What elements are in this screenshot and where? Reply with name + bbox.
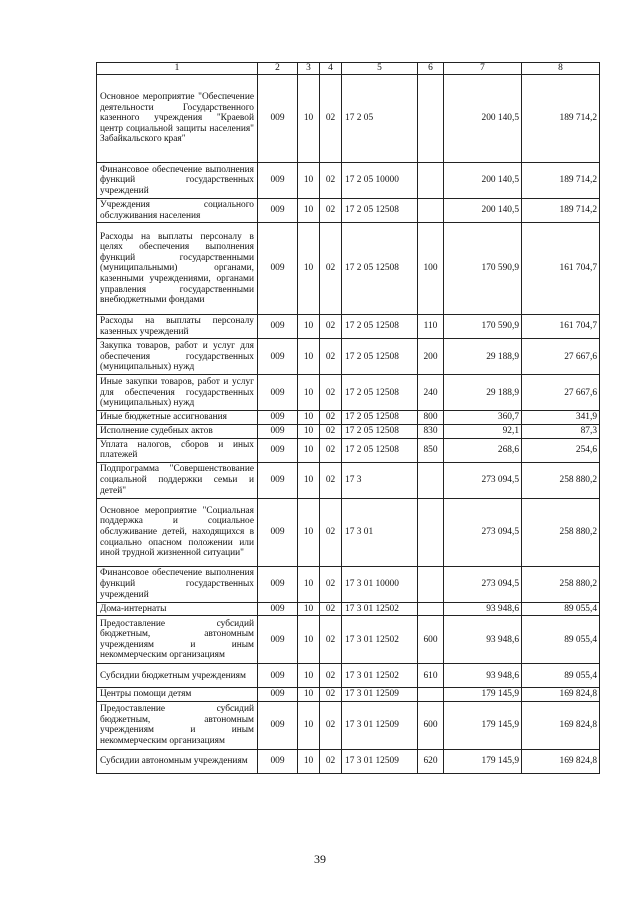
target-article-code: 17 2 05 12508 [342, 438, 418, 462]
ministry-code: 009 [258, 163, 298, 199]
expense-type-code [418, 566, 444, 602]
table-row [97, 616, 600, 664]
table-row [97, 688, 600, 702]
expense-type-code [418, 688, 444, 702]
ministry-code: 009 [258, 566, 298, 602]
ministry-code: 009 [258, 424, 298, 438]
budget-table [96, 62, 600, 774]
expense-type-code [418, 498, 444, 566]
amount-year-2: 341,9 [522, 411, 600, 425]
target-article-code: 17 3 01 12502 [342, 616, 418, 664]
row-name: Субсидии бюджетным учреждениям [97, 664, 258, 688]
ministry-code: 009 [258, 438, 298, 462]
expense-type-code: 610 [418, 664, 444, 688]
subsection-code: 02 [320, 688, 342, 702]
subsection-code: 02 [320, 701, 342, 749]
section-code: 10 [298, 701, 320, 749]
subsection-code: 02 [320, 75, 342, 163]
target-article-code: 17 2 05 [342, 75, 418, 163]
section-code: 10 [298, 664, 320, 688]
amount-year-1: 273 094,5 [444, 462, 522, 498]
subsection-code: 02 [320, 424, 342, 438]
section-code: 10 [298, 462, 320, 498]
subsection-code: 02 [320, 462, 342, 498]
subsection-code: 02 [320, 498, 342, 566]
expense-type-code: 600 [418, 701, 444, 749]
target-article-code: 17 2 05 12508 [342, 199, 418, 223]
expense-type-code: 100 [418, 223, 444, 315]
table-row [97, 411, 600, 425]
ministry-code: 009 [258, 75, 298, 163]
expense-type-code [418, 75, 444, 163]
amount-year-2: 161 704,7 [522, 315, 600, 339]
ministry-code: 009 [258, 199, 298, 223]
amount-year-2: 169 824,8 [522, 688, 600, 702]
header-row [97, 63, 600, 75]
table-row [97, 199, 600, 223]
table-row [97, 375, 600, 411]
row-name: Расходы на выплаты персоналу в целях обеспечения выполнения функций государственными (муниципальными) органами, казенными учреждениями, органами управления государственными внебюджетными фондами [97, 223, 258, 315]
header-cell: 4 [320, 63, 342, 75]
target-article-code: 17 2 05 12508 [342, 339, 418, 375]
ministry-code: 009 [258, 375, 298, 411]
table-row [97, 339, 600, 375]
expense-type-code: 800 [418, 411, 444, 425]
row-name: Учреждения социального обслуживания населения [97, 199, 258, 223]
amount-year-1: 200 140,5 [444, 75, 522, 163]
table-row [97, 566, 600, 602]
subsection-code: 02 [320, 339, 342, 375]
amount-year-1: 179 145,9 [444, 688, 522, 702]
table-row [97, 163, 600, 199]
subsection-code: 02 [320, 411, 342, 425]
ministry-code: 009 [258, 664, 298, 688]
page-number: 39 [314, 852, 326, 866]
amount-year-1: 29 188,9 [444, 375, 522, 411]
ministry-code: 009 [258, 602, 298, 616]
amount-year-2: 189 714,2 [522, 199, 600, 223]
header-cell: 8 [522, 63, 600, 75]
header-cell: 1 [97, 63, 258, 75]
amount-year-1: 200 140,5 [444, 163, 522, 199]
expense-type-code: 850 [418, 438, 444, 462]
expense-type-code: 200 [418, 339, 444, 375]
table-row [97, 424, 600, 438]
amount-year-2: 258 880,2 [522, 462, 600, 498]
amount-year-2: 27 667,6 [522, 375, 600, 411]
target-article-code: 17 2 05 10000 [342, 163, 418, 199]
amount-year-2: 189 714,2 [522, 75, 600, 163]
amount-year-2: 89 055,4 [522, 602, 600, 616]
table-row [97, 315, 600, 339]
header-cell: 3 [298, 63, 320, 75]
amount-year-2: 161 704,7 [522, 223, 600, 315]
subsection-code: 02 [320, 375, 342, 411]
amount-year-2: 89 055,4 [522, 616, 600, 664]
subsection-code: 02 [320, 664, 342, 688]
section-code: 10 [298, 424, 320, 438]
header-cell: 2 [258, 63, 298, 75]
section-code: 10 [298, 199, 320, 223]
amount-year-1: 273 094,5 [444, 498, 522, 566]
ministry-code: 009 [258, 462, 298, 498]
row-name: Предоставление субсидий бюджетным, автономным учреждениям и иным некоммерческим организациям [97, 701, 258, 749]
target-article-code: 17 3 01 10000 [342, 566, 418, 602]
target-article-code: 17 3 01 12502 [342, 602, 418, 616]
table-row [97, 462, 600, 498]
expense-type-code: 600 [418, 616, 444, 664]
amount-year-2: 27 667,6 [522, 339, 600, 375]
subsection-code: 02 [320, 315, 342, 339]
section-code: 10 [298, 223, 320, 315]
row-name: Основное мероприятие "Обеспечение деятельности Государственного казенного учреждения "Краевой центр социальной защиты населения" Забайкальского края" [97, 75, 258, 163]
row-name: Исполнение судебных актов [97, 424, 258, 438]
row-name: Закупка товаров, работ и услуг для обеспечения государственных (муниципальных) нужд [97, 339, 258, 375]
row-name: Финансовое обеспечение выполнения функций государственных учреждений [97, 566, 258, 602]
section-code: 10 [298, 411, 320, 425]
target-article-code: 17 2 05 12508 [342, 424, 418, 438]
target-article-code: 17 2 05 12508 [342, 223, 418, 315]
section-code: 10 [298, 375, 320, 411]
target-article-code: 17 3 01 [342, 498, 418, 566]
amount-year-2: 169 824,8 [522, 701, 600, 749]
amount-year-2: 254,6 [522, 438, 600, 462]
section-code: 10 [298, 163, 320, 199]
subsection-code: 02 [320, 223, 342, 315]
row-name: Расходы на выплаты персоналу казенных учреждений [97, 315, 258, 339]
amount-year-1: 170 590,9 [444, 223, 522, 315]
subsection-code: 02 [320, 602, 342, 616]
target-article-code: 17 2 05 12508 [342, 315, 418, 339]
row-name: Субсидии автономным учреждениям [97, 749, 258, 773]
table-row [97, 498, 600, 566]
row-name: Иные бюджетные ассигнования [97, 411, 258, 425]
row-name: Уплата налогов, сборов и иных платежей [97, 438, 258, 462]
table-row [97, 701, 600, 749]
amount-year-1: 179 145,9 [444, 701, 522, 749]
amount-year-1: 93 948,6 [444, 602, 522, 616]
ministry-code: 009 [258, 339, 298, 375]
section-code: 10 [298, 602, 320, 616]
target-article-code: 17 2 05 12508 [342, 375, 418, 411]
amount-year-2: 169 824,8 [522, 749, 600, 773]
section-code: 10 [298, 616, 320, 664]
ministry-code: 009 [258, 411, 298, 425]
amount-year-1: 92,1 [444, 424, 522, 438]
row-name: Основное мероприятие "Социальная поддержка и социальное обслуживание детей, находящихся в социально опасном положении или иной трудной жизненной ситуации" [97, 498, 258, 566]
amount-year-1: 360,7 [444, 411, 522, 425]
target-article-code: 17 3 01 12509 [342, 749, 418, 773]
row-name: Дома-интернаты [97, 602, 258, 616]
expense-type-code [418, 602, 444, 616]
subsection-code: 02 [320, 566, 342, 602]
ministry-code: 009 [258, 498, 298, 566]
amount-year-1: 93 948,6 [444, 664, 522, 688]
target-article-code: 17 3 01 12502 [342, 664, 418, 688]
ministry-code: 009 [258, 616, 298, 664]
table-row [97, 438, 600, 462]
subsection-code: 02 [320, 616, 342, 664]
section-code: 10 [298, 498, 320, 566]
amount-year-2: 258 880,2 [522, 498, 600, 566]
subsection-code: 02 [320, 749, 342, 773]
table-row [97, 749, 600, 773]
amount-year-2: 258 880,2 [522, 566, 600, 602]
target-article-code: 17 2 05 12508 [342, 411, 418, 425]
amount-year-1: 273 094,5 [444, 566, 522, 602]
section-code: 10 [298, 438, 320, 462]
section-code: 10 [298, 566, 320, 602]
budget-table-sheet [96, 62, 599, 774]
amount-year-1: 29 188,9 [444, 339, 522, 375]
section-code: 10 [298, 75, 320, 163]
table-row [97, 75, 600, 163]
table-row [97, 664, 600, 688]
row-name: Иные закупки товаров, работ и услуг для обеспечения государственных (муниципальных) нужд [97, 375, 258, 411]
table-row [97, 602, 600, 616]
ministry-code: 009 [258, 701, 298, 749]
target-article-code: 17 3 01 12509 [342, 688, 418, 702]
expense-type-code: 110 [418, 315, 444, 339]
subsection-code: 02 [320, 163, 342, 199]
expense-type-code [418, 163, 444, 199]
amount-year-1: 93 948,6 [444, 616, 522, 664]
target-article-code: 17 3 [342, 462, 418, 498]
subsection-code: 02 [320, 438, 342, 462]
table-row [97, 223, 600, 315]
expense-type-code: 240 [418, 375, 444, 411]
ministry-code: 009 [258, 688, 298, 702]
section-code: 10 [298, 315, 320, 339]
table-body [97, 63, 600, 774]
amount-year-1: 200 140,5 [444, 199, 522, 223]
expense-type-code [418, 199, 444, 223]
header-cell: 6 [418, 63, 444, 75]
section-code: 10 [298, 339, 320, 375]
ministry-code: 009 [258, 749, 298, 773]
header-cell: 7 [444, 63, 522, 75]
amount-year-2: 87,3 [522, 424, 600, 438]
row-name: Предоставление субсидий бюджетным, автономным учреждениям и иным некоммерческим организациям [97, 616, 258, 664]
expense-type-code [418, 462, 444, 498]
amount-year-1: 170 590,9 [444, 315, 522, 339]
expense-type-code: 620 [418, 749, 444, 773]
subsection-code: 02 [320, 199, 342, 223]
row-name: Центры помощи детям [97, 688, 258, 702]
amount-year-1: 268,6 [444, 438, 522, 462]
expense-type-code: 830 [418, 424, 444, 438]
ministry-code: 009 [258, 223, 298, 315]
amount-year-2: 189 714,2 [522, 163, 600, 199]
row-name: Финансовое обеспечение выполнения функций государственных учреждений [97, 163, 258, 199]
row-name: Подпрограмма "Совершенствование социальной поддержки семьи и детей" [97, 462, 258, 498]
section-code: 10 [298, 749, 320, 773]
header-cell: 5 [342, 63, 418, 75]
target-article-code: 17 3 01 12509 [342, 701, 418, 749]
ministry-code: 009 [258, 315, 298, 339]
amount-year-2: 89 055,4 [522, 664, 600, 688]
section-code: 10 [298, 688, 320, 702]
amount-year-1: 179 145,9 [444, 749, 522, 773]
